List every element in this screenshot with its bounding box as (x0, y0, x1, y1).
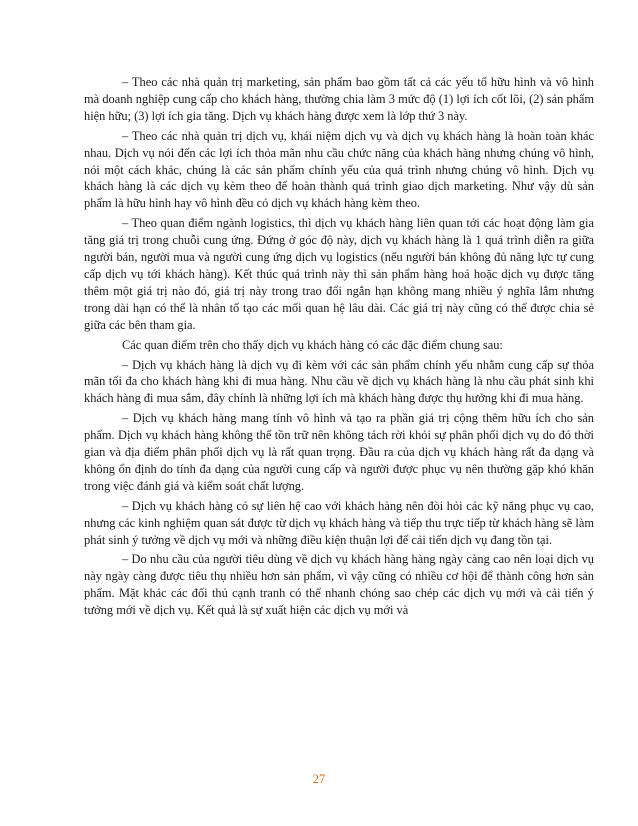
page-body (84, 74, 594, 622)
page-number: 27 (312, 772, 326, 786)
paragraph-summary-intro: Các quan điểm trên cho thấy dịch vụ khách hàng có các đặc điểm chung sau: (122, 337, 503, 352)
paragraph-feature-2: – Dịch vụ khách hàng mang tính vô hình và tạo ra phần giá trị cộng thêm hữu ích cho sản phẩm. Dịch vụ khách hàng không thể tồn trữ nên không tách rời khỏi sự phân phối dịch vụ do đó thời gian và địa điểm phân phối dịch vụ là rất quan trọng. Đầu ra của dịch vụ khách hàng rất đa dạng và không ổn định do tính đa dạng của người cung cấp và người được phục vụ nên thường gặp khó khăn trong việc đánh giá và kiểm soát chất lượng. (84, 411, 594, 493)
paragraph-feature-4: – Do nhu cầu của người tiêu dùng về dịch vụ khách hàng hàng ngày càng cao nên loại dịch vụ này ngày càng được tiêu thụ nhiều hơn sản phẩm, vì vậy cũng có nhiều cơ hội để thành công hơn sản phẩm. Mặt khác các đối thủ cạnh tranh có thể nhanh chóng sao chép các dịch vụ mới và cải tiến ý tưởng mới về dịch vụ. Kết quả là sự xuất hiện các dịch vụ mới và (84, 552, 594, 618)
paragraph-feature-3: – Dịch vụ khách hàng có sự liên hệ cao với khách hàng nên đòi hỏi các kỹ năng phục vụ cao, nhưng các kinh nghiệm quan sát được từ dịch vụ khách hàng và tiếp thu trực tiếp từ khách hàng sẽ làm phát sinh ý tưởng về dịch vụ mới và những điều kiện thuận lợi để cải tiến dịch vụ đang tồn tại. (84, 498, 594, 547)
paragraph-logistics-view: – Theo quan điểm ngành logistics, thì dịch vụ khách hàng liên quan tới các hoạt động làm gia tăng giá trị trong chuỗi cung ứng. Đứng ở góc độ này, dịch vụ khách hàng là 1 quá trình diễn ra giữa người bán, người mua và người cung ứng dịch vụ logistics (nếu người bán không đủ năng lực tự cung cấp dịch vụ tới khách hàng). Kết thúc quá trình này thì sản phẩm hàng hoá hoặc dịch vụ được tăng thêm một giá trị nào đó, giá trị này trong trao đổi ngắn hạn không mang nhiều ý nghĩa lắm nhưng trong dài hạn có thể là nhân tố tạo các mối quan hệ lâu dài. Các giá trị này cũng có thể được chia sẻ giữa các bên tham gia. (84, 216, 594, 332)
paragraph-service-view: – Theo các nhà quản trị dịch vụ, khái niệm dịch vụ và dịch vụ khách hàng là hoàn toàn khác nhau. Dịch vụ nói đến các lợi ích thỏa mãn nhu cầu chức năng của khách hàng nhưng chúng vô hình, nói một cách khác, chúng là các sản phẩm chính yếu của quá trình nhưng chúng vô hình. Dịch vụ khách hàng là các dịch vụ kèm theo để hoàn thành quá trình giao dịch marketing. Như vậy dù sản phẩm là hữu hình hay vô hình đều có dịch vụ khách hàng kèm theo. (84, 128, 594, 211)
paragraph-marketing-view: – Theo các nhà quản trị marketing, sản phẩm bao gồm tất cả các yếu tố hữu hình và vô hình mà doanh nghiệp cung cấp cho khách hàng, thường chia làm 3 mức độ (1) lợi ích cốt lõi, (2) sản phẩm hiện hữu; (3) lợi ích gia tăng. Dịch vụ khách hàng được xem là lớp thứ 3 này. (84, 75, 594, 123)
paragraph-feature-1: – Dịch vụ khách hàng là dịch vụ đi kèm với các sản phẩm chính yếu nhằm cung cấp sự thỏa mãn tối đa cho khách hàng khi đi mua hàng. Nhu cầu về dịch vụ khách hàng là nhu cầu phát sinh khi khách hàng đi mua sắm, đây chính là những lợi ích mà khách hàng được thụ hưởng khi đi mua hàng. (84, 357, 594, 406)
